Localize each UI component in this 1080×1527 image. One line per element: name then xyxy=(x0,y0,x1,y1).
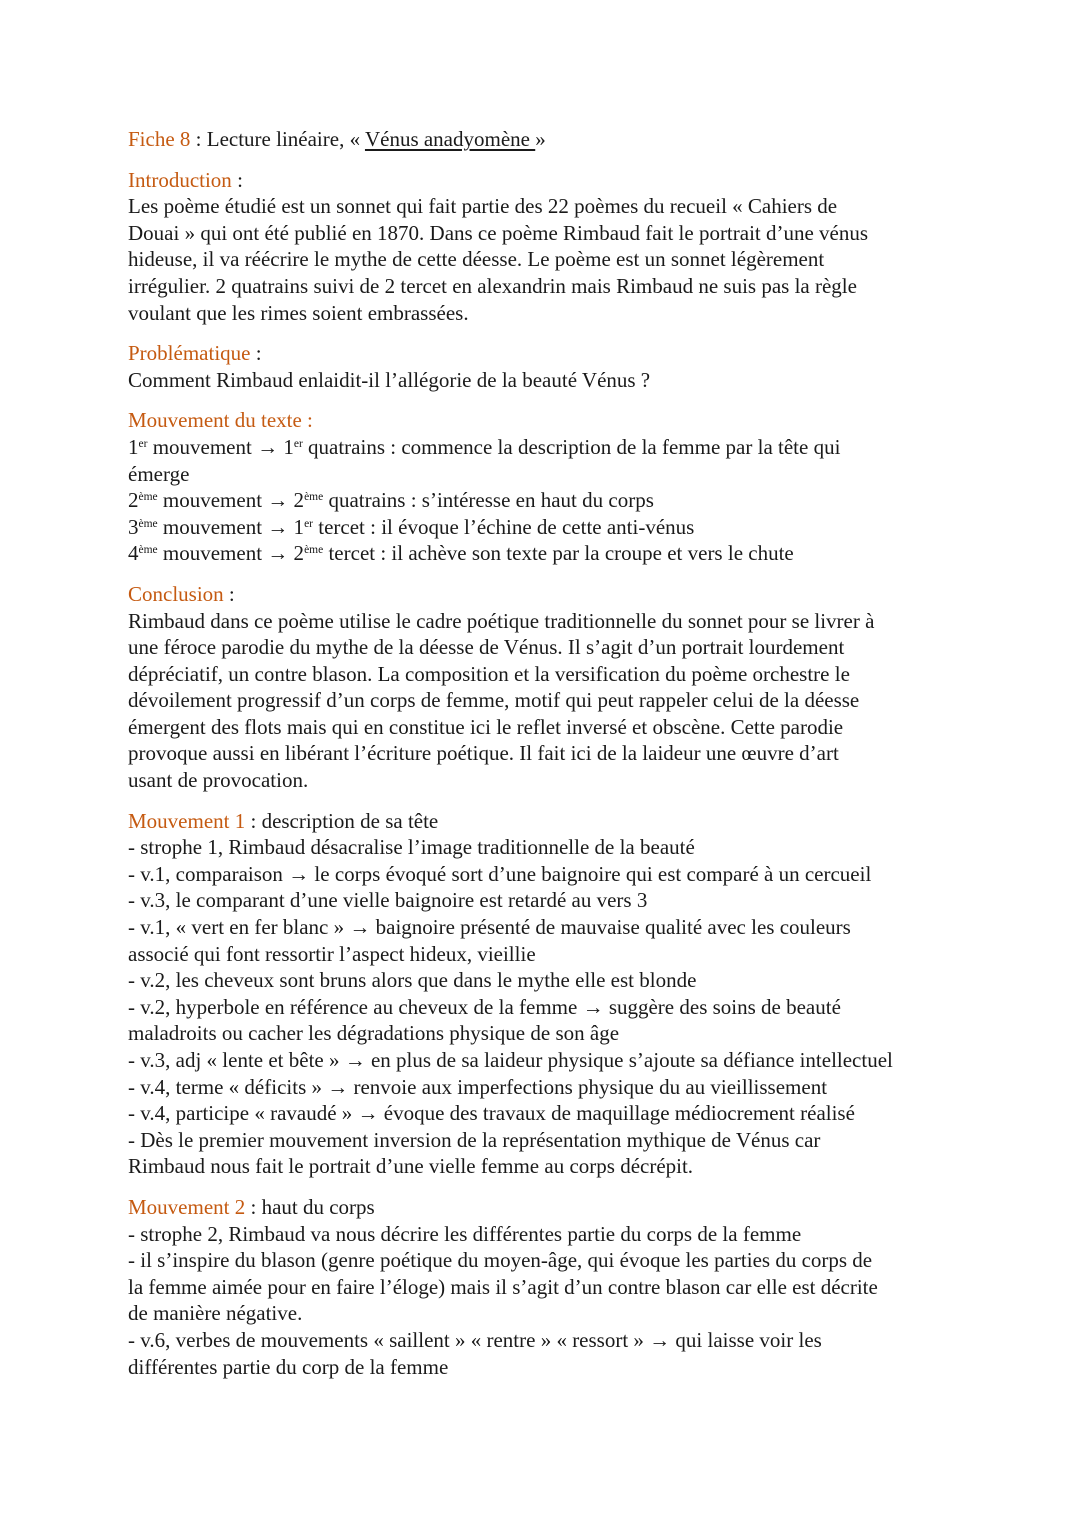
paragraph-line: Rimbaud dans ce poème utilise le cadre poétique traditionnelle du sonnet pour se livrer à xyxy=(128,608,875,633)
paragraph-line: - v.4, participe « ravaudé » → évoque des travaux de maquillage médiocrement réalisé xyxy=(128,1101,855,1126)
paragraph-line: Les poème étudié est un sonnet qui fait partie des 22 poèmes du recueil « Cahiers de xyxy=(128,194,838,219)
conclusion-section xyxy=(128,581,968,794)
paragraph-line: Comment Rimbaud enlaidit-il l’allégorie de la beauté Vénus ? xyxy=(128,367,651,392)
paragraph-line: maladroits ou cacher les dégradations physique de son âge xyxy=(128,1021,620,1046)
mouvement-item: émerge xyxy=(128,461,190,486)
mouvement-item: 1er mouvement → 1er quatrains : commence la description de la femme par la tête qui xyxy=(128,434,841,459)
paragraph-line: - v.6, verbes de mouvements « saillent » « rentre » « ressort » → qui laisse voir les xyxy=(128,1327,822,1352)
paragraph-line: la femme aimée pour en faire l’éloge) mais il s’agit d’un contre blason car elle est décrite xyxy=(128,1274,878,1299)
paragraph-line: dépréciatif, un contre blason. La composition et la versification du poème orchestre le xyxy=(128,661,850,686)
mouvement2-heading: Mouvement 2 : haut du corps xyxy=(128,1194,375,1219)
paragraph-line: Douai » qui ont été publié en 1870. Dans ce poème Rimbaud fait le portrait d’une vénus xyxy=(128,220,869,245)
paragraph-line: associé qui font ressortir l’aspect hideux, vieillie xyxy=(128,941,536,966)
title-close-quote: » xyxy=(535,127,546,151)
paragraph-line: - strophe 2, Rimbaud va nous décrire les différentes partie du corps de la femme xyxy=(128,1221,802,1246)
paragraph-line: une féroce parodie du mythe de la déesse de Vénus. Il s’agit d’un portrait lourdement xyxy=(128,635,845,660)
paragraph-line: hideuse, il va réécrire le mythe de cette déesse. Le poème est un sonnet légèrement xyxy=(128,247,825,272)
mouvement-item: 3ème mouvement → 1er tercet : il évoque l’échine de cette anti-vénus xyxy=(128,514,695,539)
problematique-heading: Problématique : xyxy=(128,341,262,366)
paragraph-line: usant de provocation. xyxy=(128,768,309,793)
paragraph-line: Rimbaud nous fait le portrait d’une vielle femme au corps décrépit. xyxy=(128,1154,694,1179)
paragraph-line: - v.1, comparaison → le corps évoqué sort d’une baignoire qui est comparé à un cercueil xyxy=(128,861,872,886)
mouvement-texte-heading: Mouvement du texte : xyxy=(128,408,313,433)
paragraph-line: - v.2, hyperbole en référence au cheveux de la femme → suggère des soins de beauté xyxy=(128,994,841,1019)
paragraph-line: - il s’inspire du blason (genre poétique du moyen-âge, qui évoque les parties du corps de xyxy=(128,1248,873,1273)
paragraph-line: - v.2, les cheveux sont bruns alors que dans le mythe elle est blonde xyxy=(128,968,697,993)
mouvement1-heading: Mouvement 1 : description de sa tête xyxy=(128,808,439,833)
paragraph-line: - v.3, le comparant d’une vielle baignoire est retardé au vers 3 xyxy=(128,888,648,913)
mouvement-texte-section xyxy=(128,407,968,567)
mouvement1-section xyxy=(128,808,968,1180)
paragraph-line: de manière négative. xyxy=(128,1301,303,1326)
document-title xyxy=(128,126,968,153)
introduction-section xyxy=(128,167,968,327)
conclusion-heading: Conclusion : xyxy=(128,581,235,606)
mouvement2-section xyxy=(128,1194,968,1380)
title-text: : Lecture linéaire, « xyxy=(190,127,365,151)
paragraph-line: émergent des flots mais qui en constitue ici le reflet inversé et obscène. Cette parodie xyxy=(128,714,844,739)
paragraph-line: - v.3, adj « lente et bête » → en plus de sa laideur physique s’ajoute sa défiance intellectuel xyxy=(128,1048,893,1072)
paragraph-line: irrégulier. 2 quatrains suivi de 2 tercet en alexandrin mais Rimbaud ne suis pas la règle xyxy=(128,273,857,298)
paragraph-line: - strophe 1, Rimbaud désacralise l’image traditionnelle de la beauté xyxy=(128,835,695,860)
paragraph-line: différentes partie du corp de la femme xyxy=(128,1354,449,1379)
poem-title: Vénus anadyomène xyxy=(364,127,536,151)
problematique-section xyxy=(128,340,968,393)
paragraph-line: - v.4, terme « déficits » → renvoie aux imperfections physique du au vieillissement xyxy=(128,1074,828,1099)
paragraph-line: dévoilement progressif d’un corps de femme, motif qui peut rappeler celui de la déesse xyxy=(128,688,860,713)
paragraph-line: voulant que les rimes soient embrassées. xyxy=(128,300,469,325)
introduction-heading: Introduction : xyxy=(128,167,243,192)
paragraph-line: - v.1, « vert en fer blanc » → baignoire présenté de mauvaise qualité avec les couleurs xyxy=(128,915,851,940)
fiche-number: Fiche 8 xyxy=(128,127,191,151)
mouvement-item: 4ème mouvement → 2ème tercet : il achève son texte par la croupe et vers le chute xyxy=(128,541,794,566)
mouvement-item: 2ème mouvement → 2ème quatrains : s’intéresse en haut du corps xyxy=(128,488,654,513)
paragraph-line: - Dès le premier mouvement inversion de la représentation mythique de Vénus car xyxy=(128,1127,821,1152)
document-page xyxy=(128,126,968,1380)
paragraph-line: provoque aussi en libérant l’écriture poétique. Il fait ici de la laideur une œuvre d’art xyxy=(128,741,839,766)
